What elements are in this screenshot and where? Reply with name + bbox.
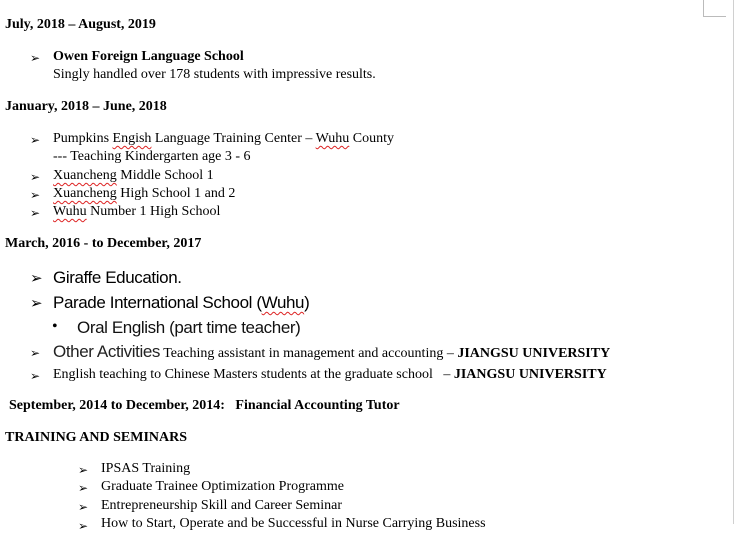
list-item: Giraffe Education.	[53, 268, 182, 287]
date-heading-3: March, 2016 - to December, 2017	[5, 236, 202, 251]
page-corner-mark	[703, 0, 726, 17]
list-item	[53, 342, 610, 362]
arrow-bullet-icon: ➢	[78, 481, 89, 495]
arrow-bullet-icon: ➢	[30, 346, 41, 360]
training-item: Graduate Trainee Optimization Programme	[101, 479, 344, 494]
text-run: Parade International School (	[53, 293, 262, 312]
text-run: Teaching assistant in management and accounting –	[159, 346, 458, 361]
training-item-partial: How to Start, Operate and be Successful in Nurse Carrying Business	[101, 516, 486, 531]
date-heading-1: July, 2018 – August, 2019	[5, 17, 156, 32]
page-edge	[733, 0, 734, 524]
list-item	[53, 186, 235, 202]
text-run: Middle School 1	[116, 168, 214, 183]
text-run: Pumpkins	[53, 131, 113, 146]
arrow-bullet-icon: ➢	[30, 271, 43, 287]
text-run: English teaching to Chinese Masters students at the graduate school –	[53, 367, 454, 382]
text-run: Language Training Center –	[151, 131, 316, 146]
arrow-bullet-icon: ➢	[30, 206, 41, 220]
misspelled-word: Wuhu	[53, 204, 87, 219]
text-run: )	[304, 293, 310, 312]
sub-list-item: Oral English (part time teacher)	[77, 318, 301, 337]
arrow-bullet-icon: ➢	[78, 500, 89, 514]
training-item: IPSAS Training	[101, 461, 191, 476]
arrow-bullet-icon: ➢	[30, 188, 41, 202]
institution-name: JIANGSU UNIVERSITY	[453, 367, 607, 382]
list-item	[53, 131, 394, 147]
institution-name: JIANGSU UNIVERSITY	[457, 346, 611, 361]
text-run: Number 1 High School	[86, 204, 221, 219]
training-item: Entrepreneurship Skill and Career Seminar	[101, 498, 343, 513]
list-item	[53, 168, 214, 184]
arrow-bullet-icon: ➢	[78, 463, 89, 477]
list-item	[53, 293, 309, 313]
misspelled-word: Engish	[112, 131, 152, 146]
text-run: High School 1 and 2	[116, 186, 236, 201]
misspelled-word: Xuancheng	[53, 186, 117, 201]
arrow-bullet-icon: ➢	[30, 51, 41, 65]
dot-bullet-icon: •	[52, 318, 58, 335]
arrow-bullet-icon: ➢	[78, 519, 89, 533]
text-run: Other Activities	[53, 342, 160, 361]
school-title: Owen Foreign Language School	[53, 49, 244, 64]
misspelled-word: Wuhu	[261, 293, 305, 312]
arrow-bullet-icon: ➢	[30, 296, 43, 312]
text-run: County	[349, 131, 395, 146]
misspelled-word: Wuhu	[315, 131, 350, 146]
list-item	[53, 204, 220, 220]
list-item-subtext: --- Teaching Kindergarten age 3 - 6	[53, 149, 251, 164]
arrow-bullet-icon: ➢	[30, 170, 41, 184]
date-heading-4: September, 2014 to December, 2014: Financial Accounting Tutor	[9, 398, 400, 413]
date-heading-2: January, 2018 – June, 2018	[5, 99, 167, 114]
list-item	[53, 367, 607, 383]
training-heading: TRAINING AND SEMINARS	[5, 430, 188, 445]
arrow-bullet-icon: ➢	[30, 369, 41, 383]
misspelled-word: Xuancheng	[53, 168, 117, 183]
school-description: Singly handled over 178 students with impressive results.	[53, 67, 376, 82]
arrow-bullet-icon: ➢	[30, 133, 41, 147]
